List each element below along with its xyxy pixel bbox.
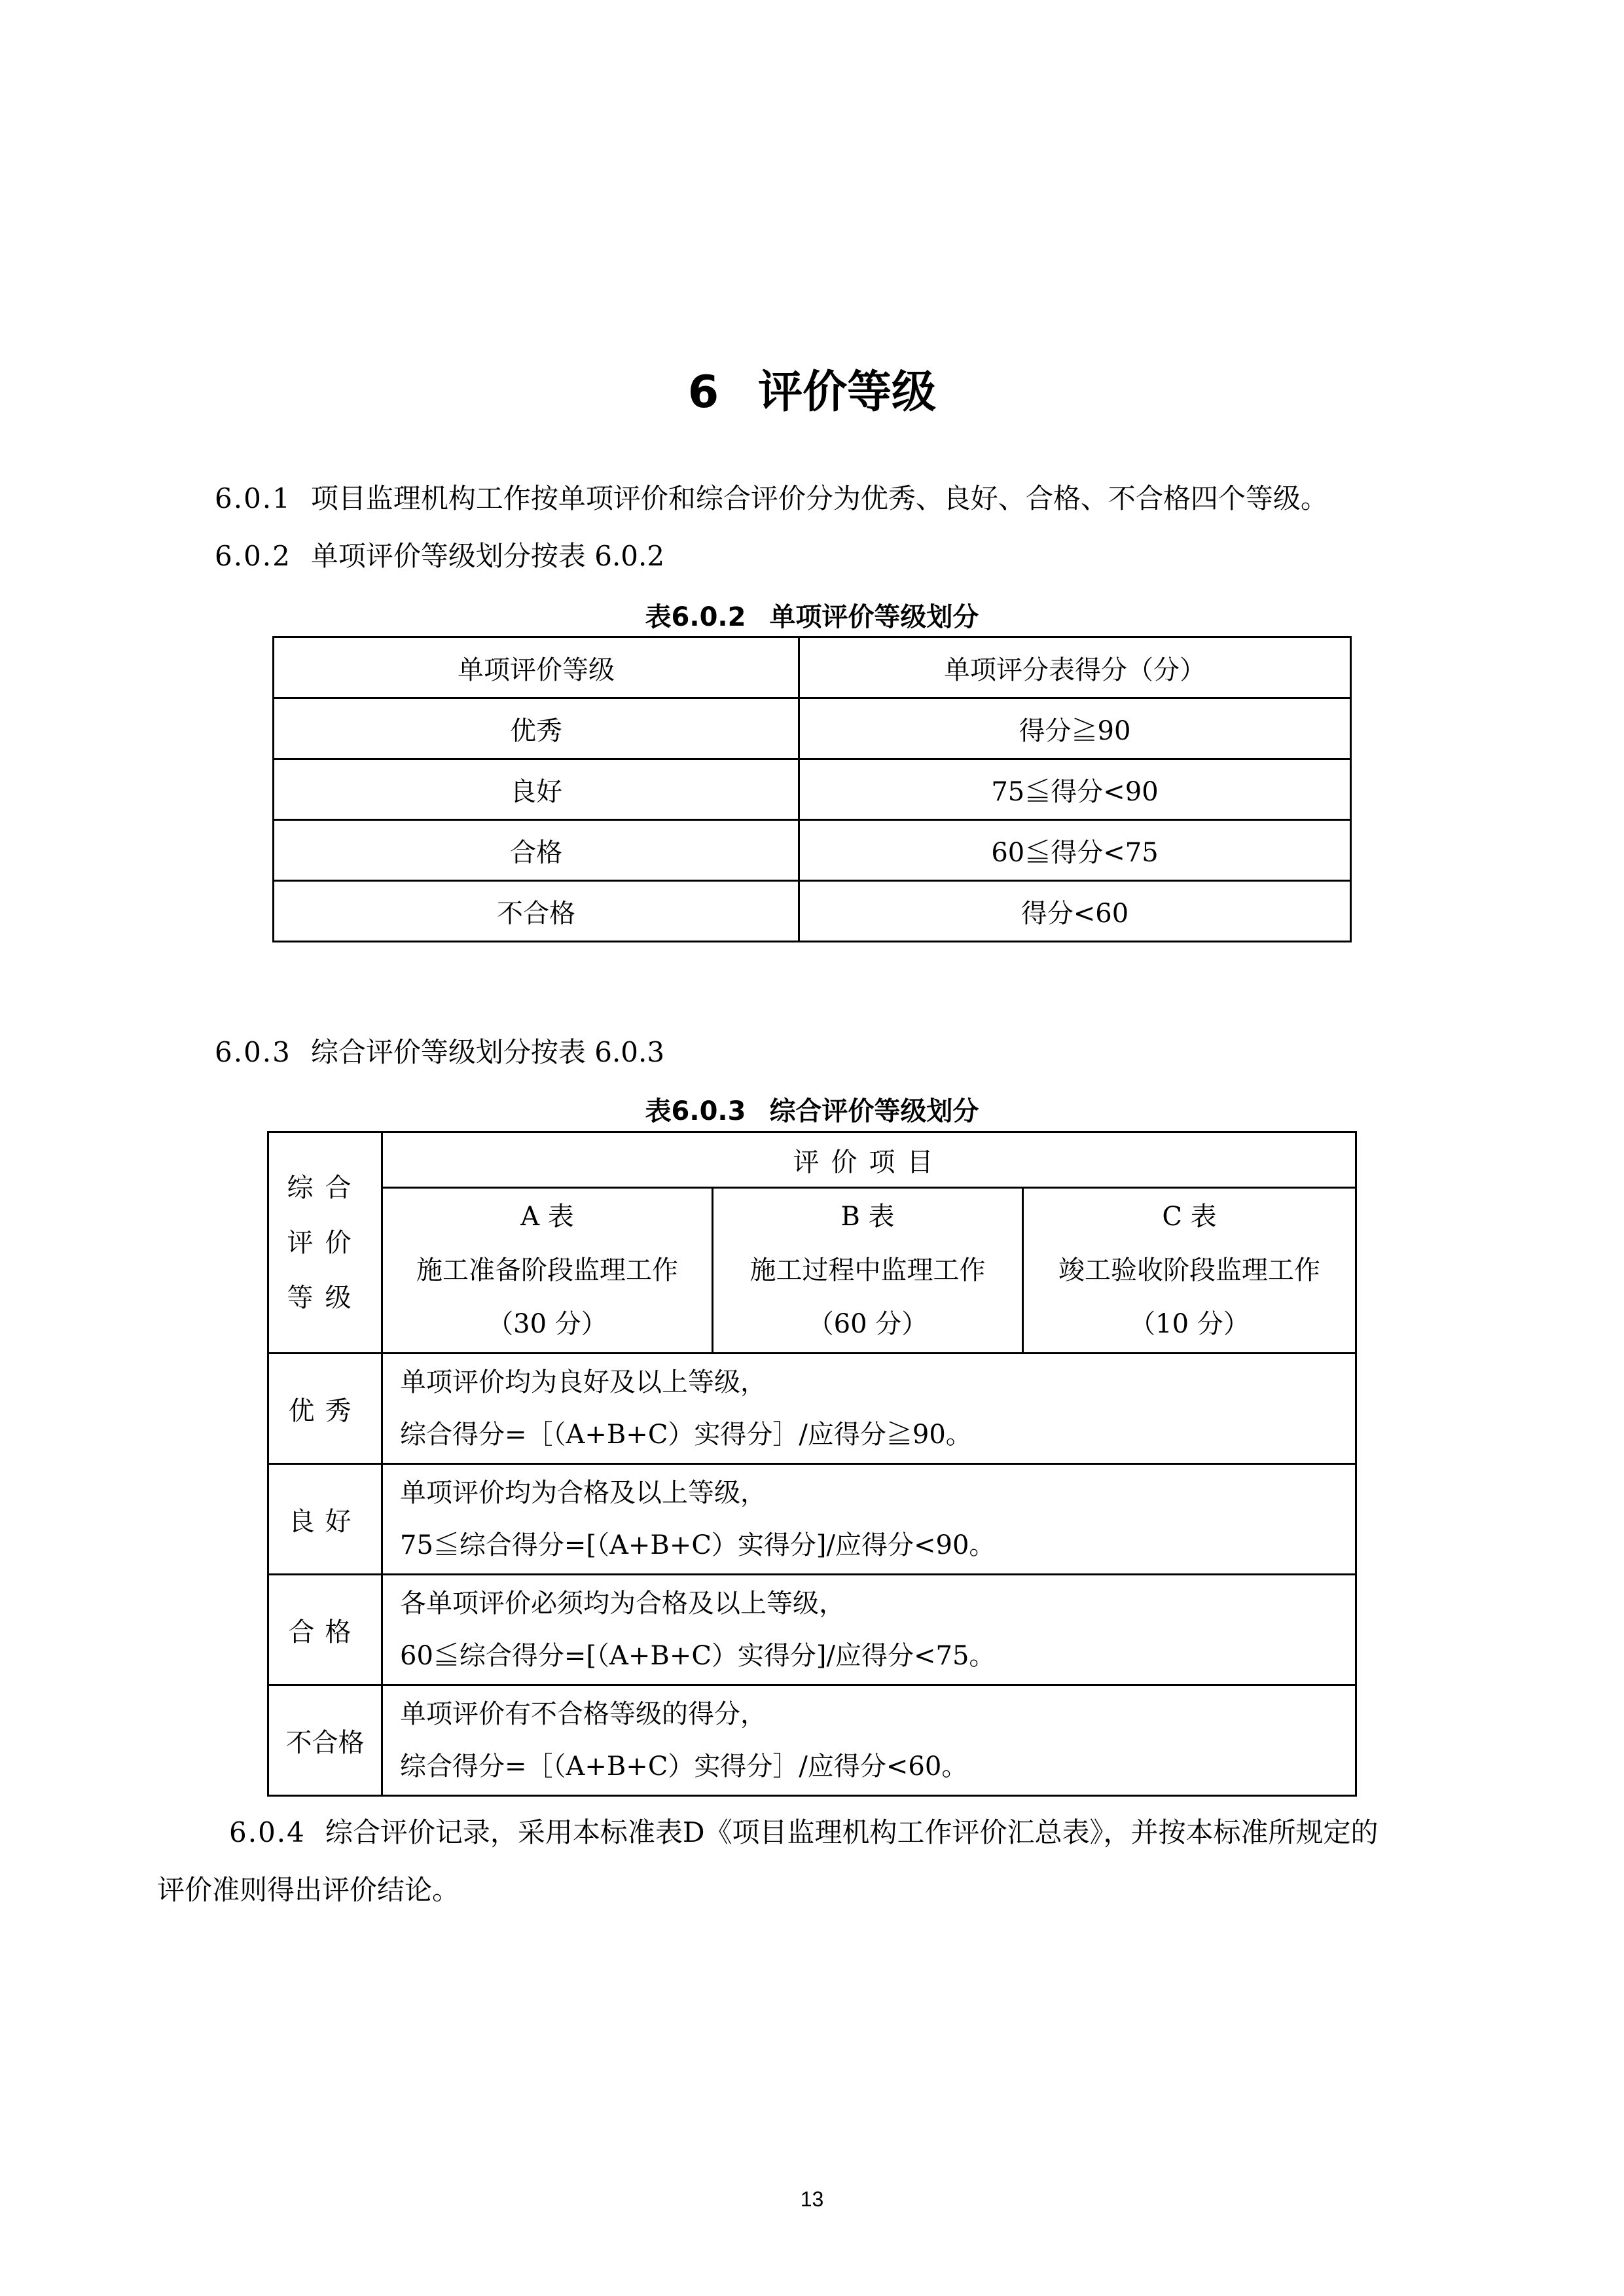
chapter-title (0, 363, 1624, 422)
table-header-row (274, 637, 1351, 698)
grade-cell: 不合格 (268, 1685, 382, 1796)
criteria-line: 各单项评价必须均为合格及以上等级， (400, 1588, 845, 1619)
table-row (274, 881, 1351, 942)
single-evaluation-table (272, 636, 1352, 942)
grade-header-line: 评价 (287, 1227, 363, 1258)
clause-number: 6.0.3 (215, 1036, 291, 1068)
table-row (274, 759, 1351, 820)
criteria-cell (382, 1575, 1356, 1685)
clause-number: 6.0.2 (215, 540, 291, 572)
grade-cell: 优秀 (274, 698, 799, 759)
column-name: A 表 (520, 1202, 574, 1232)
caption-title: 综合评价等级划分 (769, 1096, 979, 1126)
clause-text: 单项评价等级划分按表 6.0.2 (310, 540, 665, 572)
column-b-cell (713, 1188, 1023, 1354)
table-row (268, 1575, 1356, 1685)
grade-header-cell (268, 1132, 382, 1354)
column-c-cell (1023, 1188, 1356, 1354)
paragraph-6-0-4 (229, 1813, 1379, 1852)
grade-header-line: 综合 (287, 1172, 363, 1203)
criteria-line: 单项评价均为良好及以上等级， (400, 1367, 767, 1397)
column-name: B 表 (840, 1202, 895, 1232)
score-cell: 60≦得分<75 (799, 820, 1351, 881)
table-row (268, 1354, 1356, 1464)
criteria-cell (382, 1464, 1356, 1575)
table-header-row (268, 1132, 1356, 1188)
criteria-line: 综合得分=［（A+B+C）实得分］/应得分≧90。 (400, 1420, 972, 1450)
column-a-cell (382, 1188, 713, 1354)
header-cell: 单项评价等级 (274, 637, 799, 698)
paragraph-6-0-1 (215, 479, 1328, 518)
items-header-cell: 评价项目 (382, 1132, 1356, 1188)
column-desc: 施工过程中监理工作 (749, 1255, 986, 1285)
grade-header-line: 等级 (287, 1282, 363, 1313)
criteria-line: 75≦综合得分=[（A+B+C）实得分]/应得分<90。 (400, 1530, 996, 1560)
score-cell: 得分<60 (799, 881, 1351, 942)
table-caption-6-0-3 (0, 1093, 1624, 1130)
column-desc: 竣工验收阶段监理工作 (1058, 1255, 1320, 1285)
table-row (268, 1464, 1356, 1575)
criteria-line: 单项评价有不合格等级的得分， (400, 1699, 767, 1729)
paragraph-6-0-2 (215, 537, 664, 576)
header-cell: 单项评分表得分（分） (799, 637, 1351, 698)
caption-title: 单项评价等级划分 (769, 602, 979, 632)
clause-text: 项目监理机构工作按单项评价和综合评价分为优秀、良好、合格、不合格四个等级。 (310, 482, 1328, 514)
grade-cell: 优秀 (268, 1354, 382, 1464)
column-name: C 表 (1162, 1202, 1217, 1232)
criteria-cell (382, 1685, 1356, 1796)
clause-number: 6.0.4 (229, 1816, 306, 1848)
paragraph-6-0-3 (215, 1033, 664, 1072)
caption-number: 表6.0.2 (645, 602, 746, 632)
grade-cell: 合格 (268, 1575, 382, 1685)
table-row (274, 698, 1351, 759)
chapter-title-text: 评价等级 (758, 367, 937, 418)
page-number: 13 (800, 2187, 824, 2211)
criteria-line: 单项评价均为合格及以上等级， (400, 1478, 767, 1508)
chapter-number: 6 (687, 367, 719, 418)
clause-text: 综合评价记录，采用本标准表D《项目监理机构工作评价汇总表》，并按本标准所规定的 (325, 1816, 1379, 1848)
table-caption-6-0-2 (0, 599, 1624, 636)
clause-text: 评价准则得出评价结论。 (157, 1874, 460, 1906)
criteria-cell (382, 1354, 1356, 1464)
composite-evaluation-table (267, 1131, 1357, 1797)
score-cell: 得分≧90 (799, 698, 1351, 759)
table-row (268, 1685, 1356, 1796)
score-cell: 75≦得分<90 (799, 759, 1351, 820)
grade-cell: 良好 (268, 1464, 382, 1575)
column-score: （10 分） (1129, 1309, 1250, 1339)
caption-number: 表6.0.3 (645, 1096, 746, 1126)
grade-cell: 不合格 (274, 881, 799, 942)
clause-number: 6.0.1 (215, 482, 291, 514)
table-row (274, 820, 1351, 881)
grade-cell: 良好 (274, 759, 799, 820)
column-desc: 施工准备阶段监理工作 (416, 1255, 678, 1285)
grade-cell: 合格 (274, 820, 799, 881)
table-subheader-row (268, 1188, 1356, 1354)
clause-text: 综合评价等级划分按表 6.0.3 (310, 1036, 665, 1068)
paragraph-6-0-4-continuation (157, 1871, 460, 1910)
criteria-line: 60≦综合得分=[（A+B+C）实得分]/应得分<75。 (400, 1641, 996, 1671)
column-score: （30 分） (487, 1309, 607, 1339)
column-score: （60 分） (807, 1309, 928, 1339)
criteria-line: 综合得分=［（A+B+C）实得分］/应得分<60。 (400, 1751, 968, 1782)
